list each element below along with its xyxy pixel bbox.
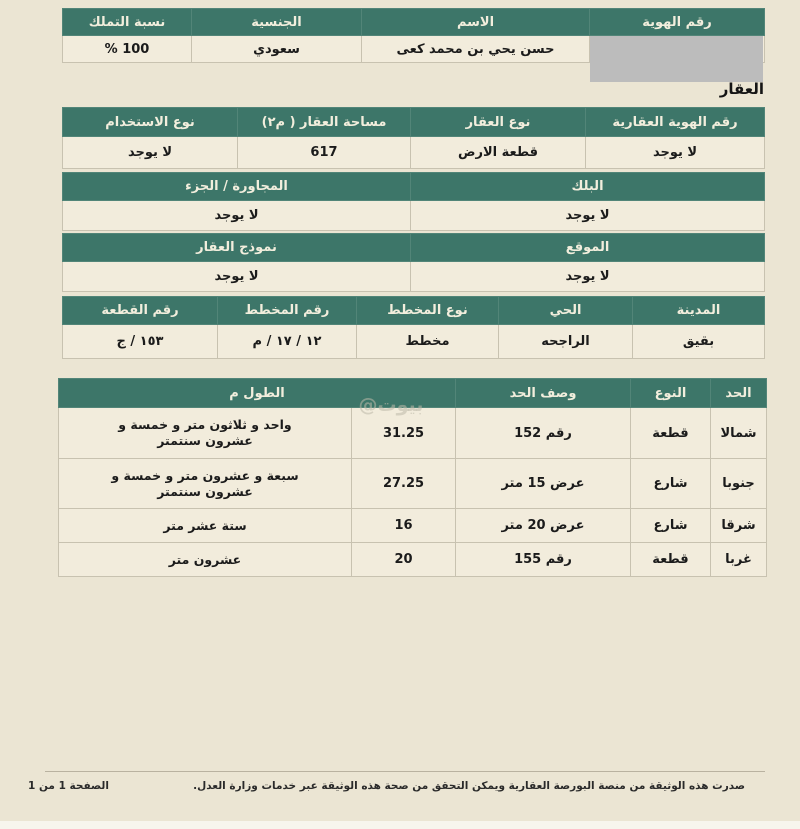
part-header: المجاورة / الجزء [63, 173, 411, 201]
plan-table [62, 296, 765, 359]
property-table [62, 107, 765, 169]
location-table [62, 233, 765, 292]
boundary-row-south [59, 459, 767, 509]
owner-nationality-value: سعودي [192, 36, 362, 63]
plan-type-value: مخطط [357, 325, 499, 359]
plan-header-row [63, 297, 765, 325]
block-table [62, 172, 765, 231]
location-header-row [63, 234, 765, 262]
property-section-label: العقار [719, 80, 764, 98]
boundary-type: قطعة [631, 408, 711, 459]
boundary-type: شارع [631, 459, 711, 509]
redacted-id-box [590, 36, 763, 82]
property-area-header: مساحة العقار ( م٢) [238, 108, 411, 137]
part-value: لا يوجد [63, 201, 411, 231]
property-type-header: نوع العقار [411, 108, 586, 137]
boundary-side: شرقا [711, 509, 767, 543]
property-area-value: 617 [238, 137, 411, 169]
boundary-length: 27.25 [352, 459, 456, 509]
property-id-header: رقم الهوية العقارية [586, 108, 765, 137]
plan-number-value: ١٢ / ١٧ / م [218, 325, 357, 359]
boundary-description: عرض 15 متر [456, 459, 631, 509]
boundary-length: 31.25 [352, 408, 456, 459]
property-type-value: قطعة الارض [411, 137, 586, 169]
property-value-row [63, 137, 765, 169]
city-value: بقيق [633, 325, 765, 359]
boundary-length-words: عشرون متر [59, 543, 352, 577]
boundary-length-words: سبعة و عشرون متر و خمسة و عشرون سنتمتر [59, 459, 352, 509]
footer-divider [45, 771, 765, 772]
owner-nationality-header: الجنسية [192, 9, 362, 36]
property-header-row [63, 108, 765, 137]
boundary-side: جنوبا [711, 459, 767, 509]
boundary-row-north [59, 408, 767, 459]
boundary-length-header: الطول م [59, 379, 456, 408]
block-value-row [63, 201, 765, 231]
boundary-length-words: ستة عشر متر [59, 509, 352, 543]
plan-number-header: رقم المخطط [218, 297, 357, 325]
property-id-value: لا يوجد [586, 137, 765, 169]
bottom-strip [0, 821, 800, 829]
city-header: المدينة [633, 297, 765, 325]
block-value: لا يوجد [411, 201, 765, 231]
boundaries-header-row [59, 379, 767, 408]
owner-header-row [63, 9, 765, 36]
property-usage-value: لا يوجد [63, 137, 238, 169]
owner-id-header: رقم الهوية [590, 9, 765, 36]
boundary-side-header: الحد [711, 379, 767, 408]
district-value: الراجحه [499, 325, 633, 359]
location-value-row [63, 262, 765, 292]
boundary-description-header: وصف الحد [456, 379, 631, 408]
boundary-type: شارع [631, 509, 711, 543]
owner-name-header: الاسم [362, 9, 590, 36]
page-number: الصفحة 1 من 1 [28, 780, 109, 792]
boundary-row-west [59, 543, 767, 577]
boundary-description: رقم 152 [456, 408, 631, 459]
boundary-length-words: واحد و ثلاثون متر و خمسة و عشرون سنتمتر [59, 408, 352, 459]
plan-type-header: نوع المخطط [357, 297, 499, 325]
owner-name-value: حسن يحي بن محمد كعى [362, 36, 590, 63]
boundaries-table [58, 378, 767, 577]
boundary-type-header: النوع [631, 379, 711, 408]
boundary-length: 20 [352, 543, 456, 577]
boundary-side: شمالا [711, 408, 767, 459]
boundary-description: عرض 20 متر [456, 509, 631, 543]
plan-value-row [63, 325, 765, 359]
boundary-row-east [59, 509, 767, 543]
block-header-row [63, 173, 765, 201]
location-header: الموقع [411, 234, 765, 262]
model-header: نموذج العقار [63, 234, 411, 262]
owner-ownership-header: نسبة التملك [63, 9, 192, 36]
footer-note: صدرت هذه الوثيقة من منصة البورصة العقارية ويمكن التحقق من صحة هذه الوثيقة عبر خدمات وزارة العدل. [193, 780, 745, 792]
model-value: لا يوجد [63, 262, 411, 292]
plot-number-header: رقم القطعة [63, 297, 218, 325]
boundary-type: قطعة [631, 543, 711, 577]
property-usage-header: نوع الاستخدام [63, 108, 238, 137]
owner-ownership-value: 100 % [63, 36, 192, 63]
bayut-watermark: بيوت@ [358, 394, 424, 416]
boundary-length: 16 [352, 509, 456, 543]
district-header: الحي [499, 297, 633, 325]
location-value: لا يوجد [411, 262, 765, 292]
block-header: البلك [411, 173, 765, 201]
boundary-side: غربا [711, 543, 767, 577]
plot-number-value: ١٥٣ / ج [63, 325, 218, 359]
boundary-description: رقم 155 [456, 543, 631, 577]
